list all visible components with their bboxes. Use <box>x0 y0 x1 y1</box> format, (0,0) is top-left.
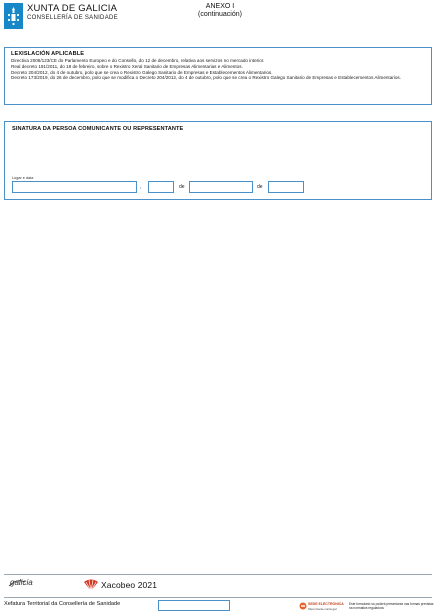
sede-note: Este formulario só poderá presentarse nas formas previstas na normativa reguladora. <box>349 602 434 610</box>
footer-divider-top <box>4 574 432 575</box>
day-input[interactable] <box>148 181 174 193</box>
signature-title: SINATURA DA PERSOA COMUNICANTE OU REPRESENTANTE <box>12 126 184 132</box>
legislation-line: Real decreto 191/2011, do 18 de febreiro, sobre o Rexistro Xeral Sanitario de Empresas Alimentarias e Alimentos. <box>11 63 243 69</box>
de-separator: de <box>179 184 185 190</box>
footer-divider-bottom <box>4 597 432 598</box>
legislation-line: Decreto 204/2012, do 4 de outubro, polo que se crea o Rexistro Galego Sanitario de Empresas e Establecementos Alimentarios. <box>11 69 273 75</box>
xacobeo-shell-icon <box>83 578 99 592</box>
place-date-label: Lugar e data <box>12 176 34 180</box>
signature-panel <box>4 121 432 200</box>
org-title: XUNTA DE GALICIA <box>27 3 118 14</box>
org-subtitle: CONSELLERÍA DE SANIDADE <box>27 15 118 21</box>
sede-electronica-icon <box>299 602 307 610</box>
month-input[interactable] <box>189 181 253 193</box>
galicia-logo: galicia <box>10 578 33 587</box>
xunta-emblem-icon <box>4 3 23 29</box>
annex-title: ANEXO I <box>205 3 235 10</box>
xunta-logo <box>4 3 23 29</box>
comma-separator: , <box>140 184 142 190</box>
xacobeo-logo: Xacobeo 2021 <box>101 580 158 590</box>
jefatura-input[interactable] <box>158 600 230 611</box>
sede-electronica-label: SEDE ELECTRÓNICA <box>308 602 344 606</box>
legislation-panel <box>4 47 432 105</box>
sede-url: https://sede.xunta.gal <box>308 607 337 611</box>
annex-subtitle: (continuación) <box>198 11 242 18</box>
de-separator: de <box>257 184 263 190</box>
place-input[interactable] <box>12 181 137 193</box>
year-input[interactable] <box>268 181 304 193</box>
jefatura-label: Xefatura Territorial da Consellería de Sanidade <box>4 601 121 607</box>
legislation-line: Directiva 2006/123/CE do Parlamento Europeo e do Consello, do 12 de decembro, relativa aos servizos no mercado interior. <box>11 58 265 63</box>
legislation-line: Decreto 173/2019, do 26 de decembro, polo que se modifica o Decreto 204/2012, do 4 de outubro, polo que se crea o Rexistro Galego Sanitario de Empresas e Establecementos Alimentarios. <box>11 75 401 81</box>
legislation-title: LEXISLACIÓN APLICABLE <box>11 51 85 57</box>
